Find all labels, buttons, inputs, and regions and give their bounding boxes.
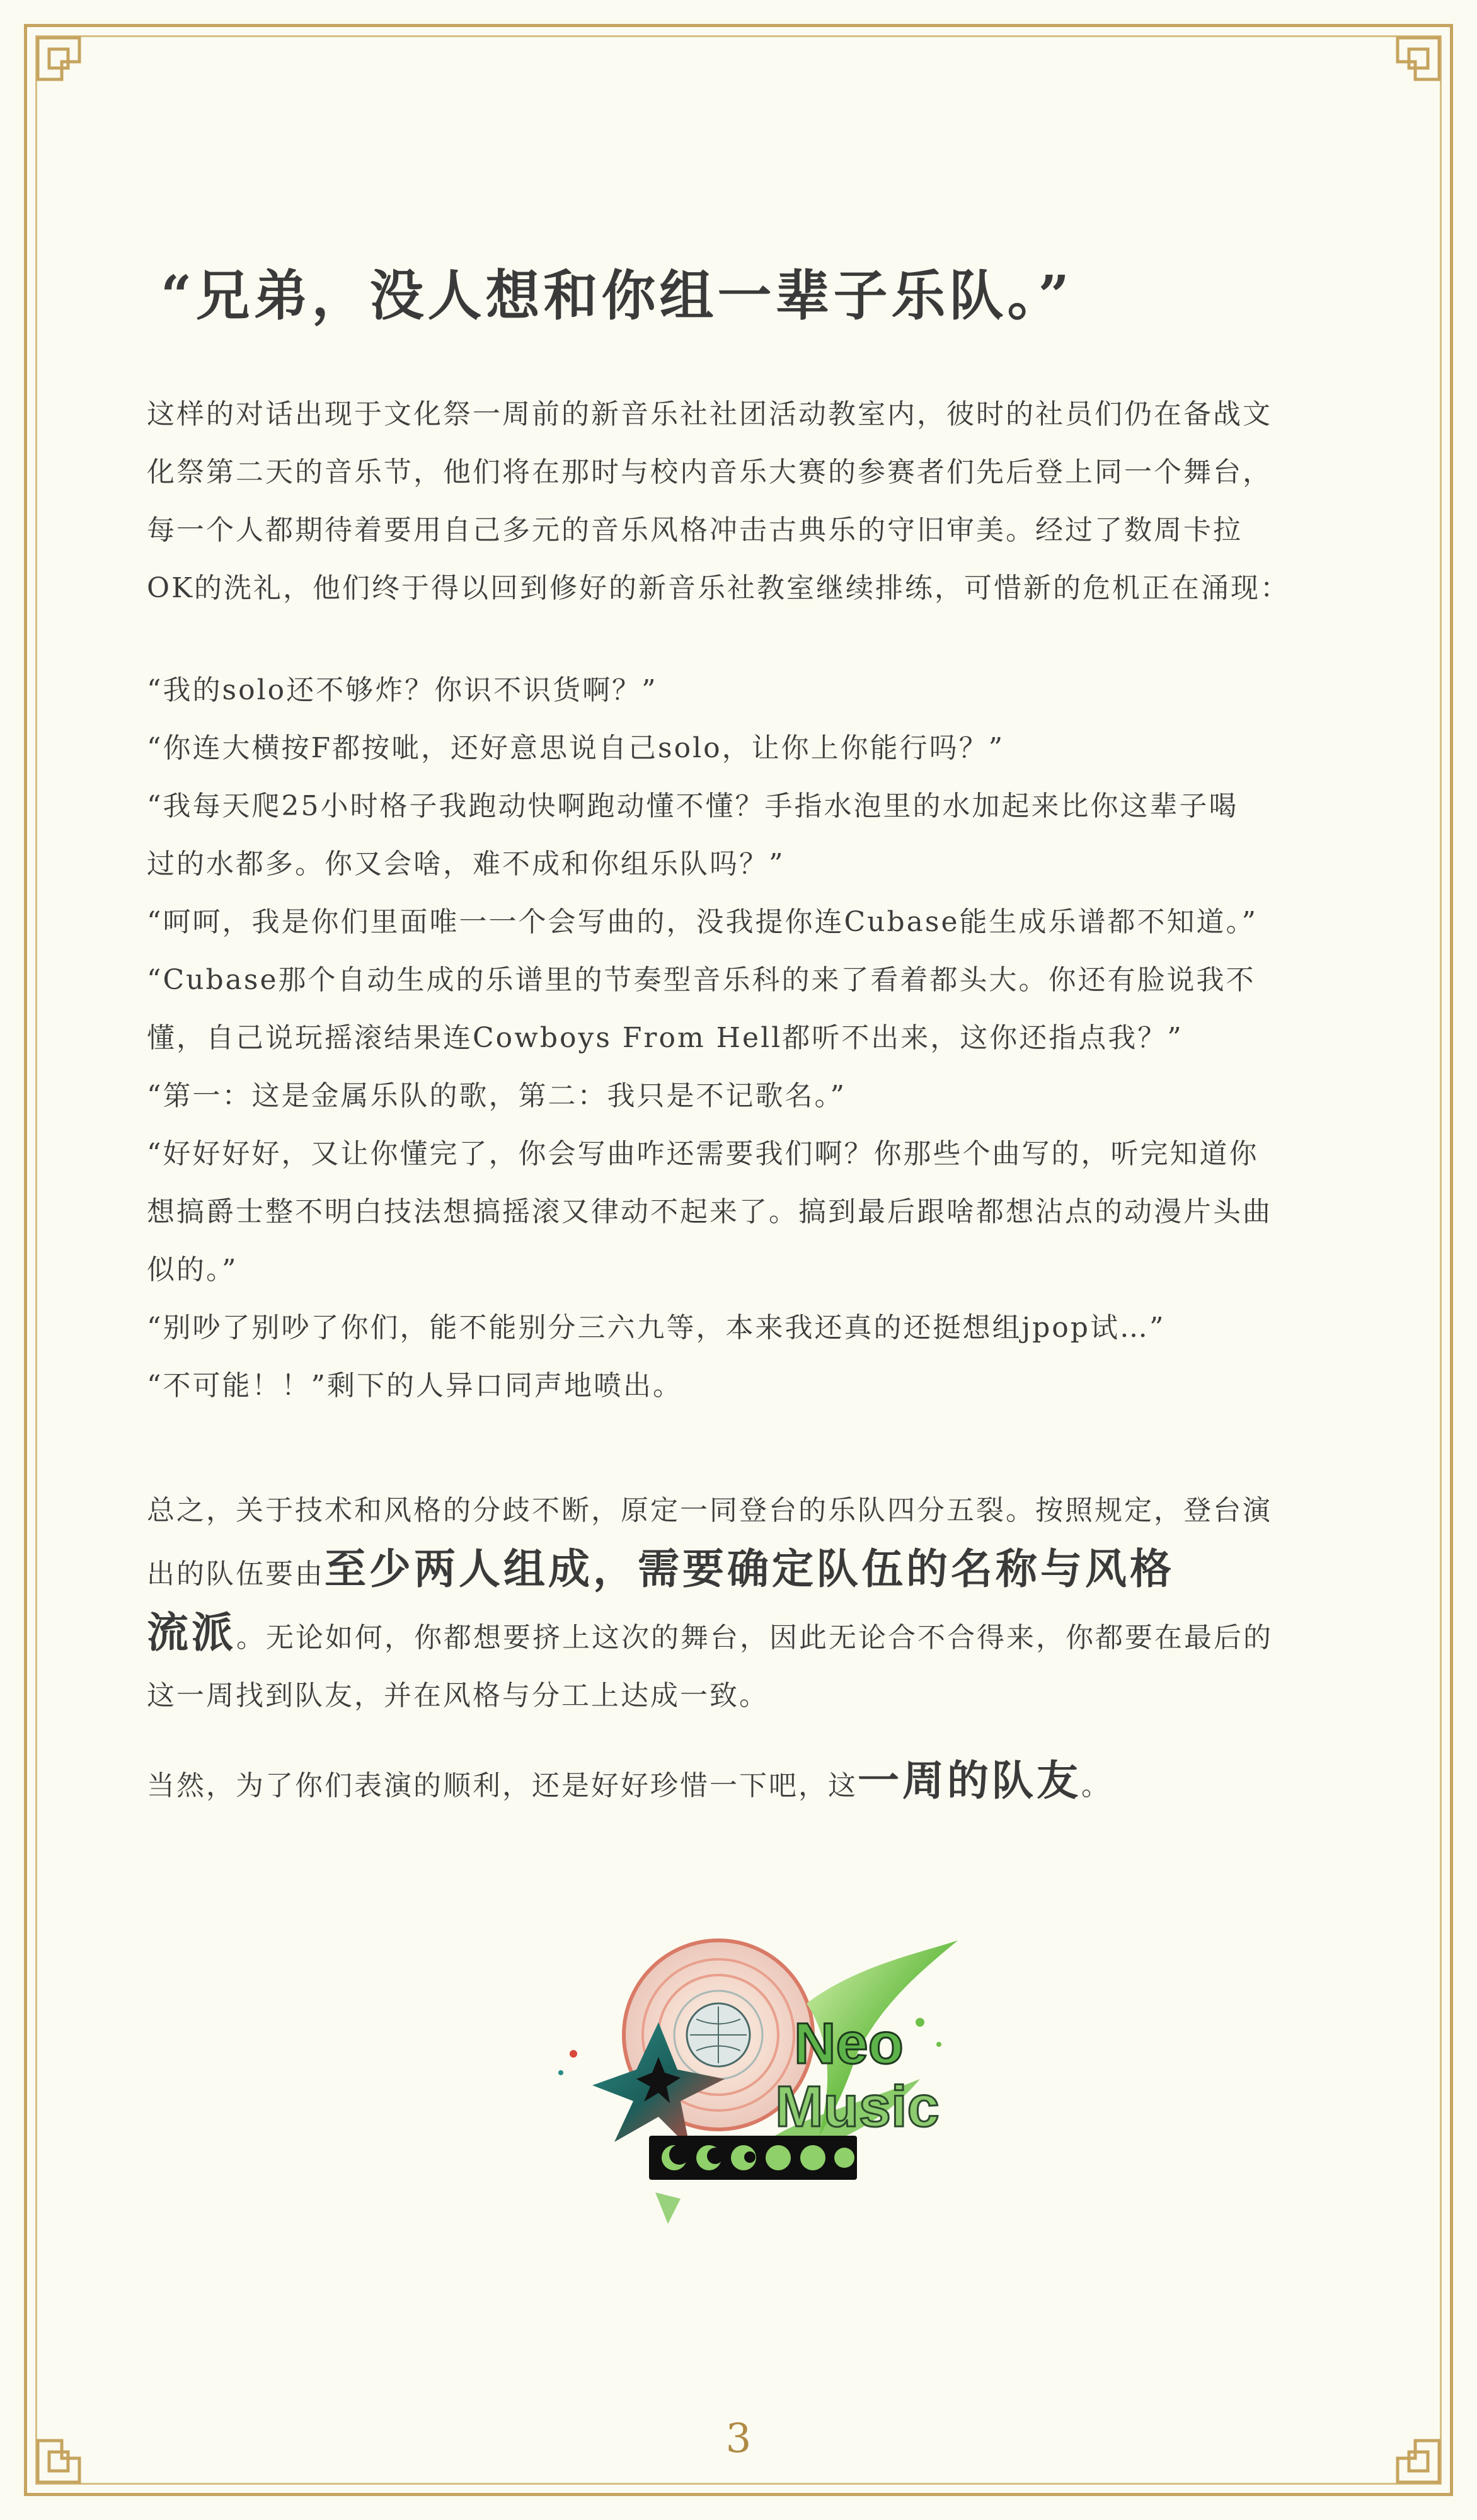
dialogue-line: “我的solo还不够炸？你识不识货啊？”: [147, 674, 658, 706]
intro-line: 这样的对话出现于文化祭一周前的新音乐社社团活动教室内，彼时的社员们仍在备战文: [147, 398, 1272, 430]
summary-paragraph: [147, 1482, 1331, 1725]
page-title: “兄弟，没人想和你组一辈子乐队。”: [161, 264, 1073, 328]
closing-text: 当然，为了你们表演的顺利，还是好好珍惜一下吧，这: [147, 1770, 858, 1802]
dialogue-line: “别吵了别吵了你们，能不能别分三六九等，本来我还真的还挺想组jpop试…”: [147, 1312, 1166, 1344]
dialogue-line: 想搞爵士整不明白技法想搞摇滚又律动不起来了。搞到最后跟啥都想沾点的动漫片头曲: [147, 1196, 1272, 1228]
neo-music-logo: [479, 1928, 1021, 2255]
summary-line: 这一周找到队友，并在风格与分工上达成一致。: [147, 1680, 769, 1712]
closing-line: [147, 1751, 1331, 1815]
dialogue-block: [147, 662, 1331, 1415]
dialogue-line: “第一：这是金属乐队的歌，第二：我只是不记歌名。”: [147, 1080, 846, 1112]
dialogue-line: “我每天爬25小时格子我跑动快啊跑动懂不懂？手指水泡里的水加起来比你这辈子喝: [147, 790, 1239, 822]
closing-emphasis: 一周的队友: [858, 1756, 1081, 1805]
logo-text-neo: Neo: [794, 2012, 904, 2076]
closing-paragraph: [147, 1751, 1331, 1815]
summary-text: 。无论如何，你都想要挤上这次的舞台，因此无论合不合得来，你都要在最后的: [236, 1622, 1273, 1654]
intro-line: OK的洗礼，他们终于得以回到修好的新音乐社教室继续排练，可惜新的危机正在涌现：: [147, 572, 1290, 604]
page-number: 3: [725, 2415, 752, 2462]
logo-text-music: Music: [775, 2075, 940, 2139]
dialogue-line: “好好好好，又让你懂完了，你会写曲咋还需要我们啊？你那些个曲写的，听完知道你: [147, 1138, 1259, 1170]
summary-line: [147, 1603, 1331, 1667]
dialogue-line: 似的。”: [147, 1254, 238, 1286]
dialogue-line: 过的水都多。你又会啥，难不成和你组乐队吗？”: [147, 848, 785, 880]
summary-line: 总之，关于技术和风格的分歧不断，原定一同登台的乐队四分五裂。按照规定，登台演: [147, 1494, 1272, 1526]
intro-paragraph: [147, 386, 1331, 617]
corner-ornament-top-left: [24, 24, 93, 93]
summary-line: [147, 1540, 1331, 1603]
summary-text: 出的队伍要由: [147, 1558, 325, 1590]
corner-ornament-top-right: [1384, 24, 1453, 93]
dialogue-line: 懂，自己说玩摇滚结果连Cowboys From Hell都听不出来，这你还指点我？”: [147, 1022, 1183, 1054]
dialogue-line: “呵呵，我是你们里面唯一一个会写曲的，没我提你连Cubase能生成乐谱都不知道。”: [147, 906, 1258, 938]
dialogue-line: “Cubase那个自动生成的乐谱里的节奏型音乐科的来了看着都头大。你还有脸说我不: [147, 964, 1256, 996]
intro-line: 化祭第二天的音乐节，他们将在那时与校内音乐大赛的参赛者们先后登上同一个舞台，: [147, 456, 1272, 488]
dialogue-line: “你连大横按F都按呲，还好意思说自己solo，让你上你能行吗？”: [147, 732, 1005, 764]
dialogue-line: “不可能！！”剩下的人异口同声地喷出。: [147, 1370, 682, 1402]
summary-emphasis: 至少两人组成，需要确定队伍的名称与风格: [325, 1544, 1175, 1593]
intro-line: 每一个人都期待着要用自己多元的音乐风格冲击古典乐的守旧审美。经过了数周卡拉: [147, 514, 1243, 546]
summary-emphasis: 流派: [147, 1608, 236, 1657]
closing-text: 。: [1081, 1770, 1111, 1802]
